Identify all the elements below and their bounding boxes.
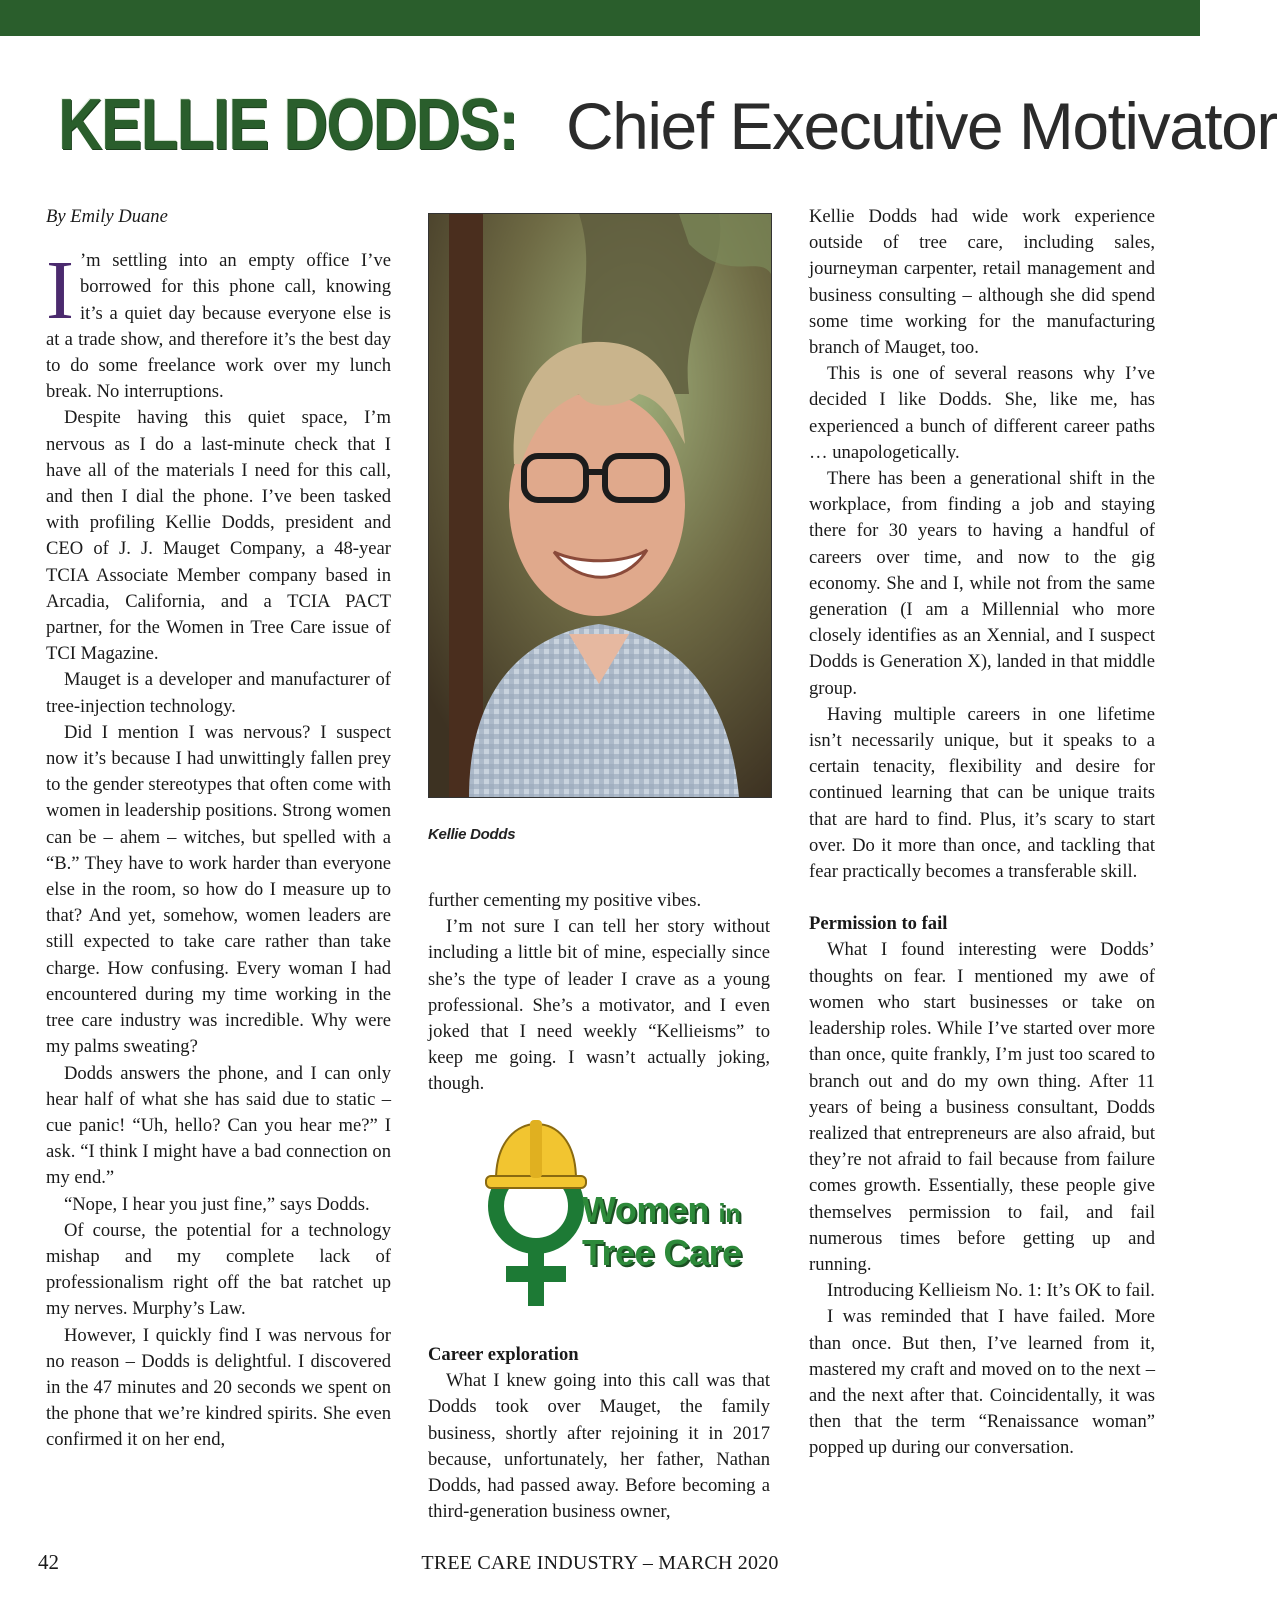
portrait-illustration bbox=[429, 214, 771, 797]
body-paragraph: There has been a generational shift in the workplace, from finding a job and staying there for 30 years to having a handful of careers over time, and now to the gig economy. She and I, while not from the same generation (I am a Millennial who more closely identifies as an Xennial, and I suspect Dodds is Generation X), landed in that middle group. bbox=[809, 468, 1155, 699]
body-paragraph: “Nope, I hear you just fine,” says Dodds. bbox=[64, 1193, 370, 1215]
body-paragraph: Despite having this quiet space, I’m nervous as I do a last-minute check that I have all of the materials I need for this call, and then I dial the phone. I’ve been tasked with profiling Kellie Dodds, president and CEO of J. J. Mauget Company, a 48-year TCIA Associate Member company based in Arcadia, California, and a TCIA PACT partner, for the Women in Tree Care issue of TCI Magazine. bbox=[46, 407, 391, 665]
column-1 bbox=[46, 204, 391, 1454]
body-paragraph: What I knew going into this call was that Dodds took over Mauget, the family business, shortly after rejoining it in 2017 because, unfortunately, her father, Nathan Dodds, had passed away. Before becoming a third-generation business owner, bbox=[428, 1370, 770, 1523]
column-2 bbox=[428, 888, 770, 1098]
logo-text bbox=[582, 1190, 742, 1273]
women-in-tree-care-logo bbox=[478, 1120, 758, 1320]
publication-footer: TREE CARE INDUSTRY – MARCH 2020 bbox=[421, 1552, 779, 1574]
body-paragraph: What I found interesting were Dodds’ thoughts on fear. I mentioned my awe of women who start businesses or take on leadership roles. While I’ve started over more than once, quite frankly, I’m just too scared to branch out and do my own thing. After 11 years of being a business consultant, Dodds realized that entrepreneurs are also afraid, but they’re not afraid to fail because from failure comes growth. Essentially, these people give themselves permission to fail, and fail numerous times before getting up and running. bbox=[809, 939, 1155, 1275]
drop-cap: I bbox=[46, 244, 74, 338]
article-headline bbox=[58, 84, 1277, 174]
subhead-career-exploration: Career exploration bbox=[428, 1344, 579, 1365]
body-paragraph: Dodds answers the phone, and I can only hear half of what she has said due to static – cue panic! “Uh, hello? Can you hear me?” I ask. “I think I might have a bad connection on my end.” bbox=[46, 1062, 391, 1189]
body-paragraph: further cementing my positive vibes. bbox=[428, 890, 702, 911]
headline-name: KELLIE DODDS: bbox=[58, 85, 518, 165]
logo-word-women: Women bbox=[582, 1189, 709, 1230]
body-paragraph: Of course, the potential for a technology mishap and my complete lack of professionalism right off the bat ratchet up my nerves. Murphy’s Law. bbox=[46, 1219, 391, 1320]
body-paragraph: Having multiple careers in one lifetime isn’t necessarily unique, but it speaks to a certain tenacity, flexibility and desire for continued learning that can be unique traits that are hard to find. Plus, it’s scary to start over. Do it more than once, and tackling that fear practically becomes a transferable skill. bbox=[809, 703, 1155, 883]
photo-caption: Kellie Dodds bbox=[428, 826, 516, 843]
body-paragraph: Introducing Kellieism No. 1: It’s OK to fail. bbox=[827, 1280, 1155, 1302]
headline-title: Chief Executive Motivator bbox=[566, 89, 1277, 163]
column-2-lower bbox=[428, 1342, 770, 1525]
body-paragraph: Mauget is a developer and manufacturer of tree-injection technology. bbox=[46, 669, 391, 717]
body-paragraph: This is one of several reasons why I’ve decided I like Dodds. She, like me, has experienced a bunch of different career paths … unapologetically. bbox=[809, 363, 1155, 463]
logo-word-in: in bbox=[718, 1198, 741, 1228]
page-number: 42 bbox=[38, 1550, 59, 1574]
byline: By Emily Duane bbox=[46, 206, 168, 227]
body-paragraph: I was reminded that I have failed. More than once. But then, I’ve learned from it, mastered my craft and moved on to the next – and the next after that. Coincidentally, it was then that the term “Renaissance woman” popped up during our conversation. bbox=[809, 1306, 1155, 1459]
body-paragraph: However, I quickly find I was nervous for no reason – Dodds is delightful. I discovered in the 47 minutes and 20 seconds we spent on the phone that we’re kindred spirits. She even confirmed it on her end, bbox=[46, 1324, 391, 1451]
lead-paragraph: I ’m settling into an empty office I’ve borrowed for this phone call, knowing it’s a quiet day because everyone else is at a trade show, and therefore it’s the best day to do some freelance work over my lunch break. No interruptions. bbox=[46, 244, 391, 403]
portrait-photo bbox=[428, 213, 772, 798]
top-color-bar bbox=[0, 0, 1200, 36]
body-paragraph: Kellie Dodds had wide work experience outside of tree care, including sales, journeyman carpenter, retail management and business consulting – although she did spend some time working for the manufacturing branch of Mauget, too. bbox=[809, 206, 1155, 359]
body-paragraph: Did I mention I was nervous? I suspect now it’s because I had unwittingly fallen prey to the gender stereotypes that often come with women in leadership positions. Strong women can be – ahem – witches, but spelled with a “B.” They have to work harder than everyone else in the room, so how do I measure up to that? And yet, somehow, women leaders are still expected to take care rather than take charge. How confusing. Every woman I had encountered during my time working in the tree care industry was incredible. Why were my palms sweating? bbox=[46, 721, 391, 1058]
logo-word-tree-care: Tree Care bbox=[582, 1232, 742, 1273]
subhead-permission-to-fail: Permission to fail bbox=[809, 913, 948, 935]
column-3 bbox=[809, 204, 1155, 1462]
body-paragraph: I’m not sure I can tell her story without including a little bit of mine, especially since she’s the type of leader I crave as a young professional. She’s a motivator, and I even joked that I need weekly “Kellieisms” to keep me going. I wasn’t actually joking, though. bbox=[428, 916, 770, 1095]
